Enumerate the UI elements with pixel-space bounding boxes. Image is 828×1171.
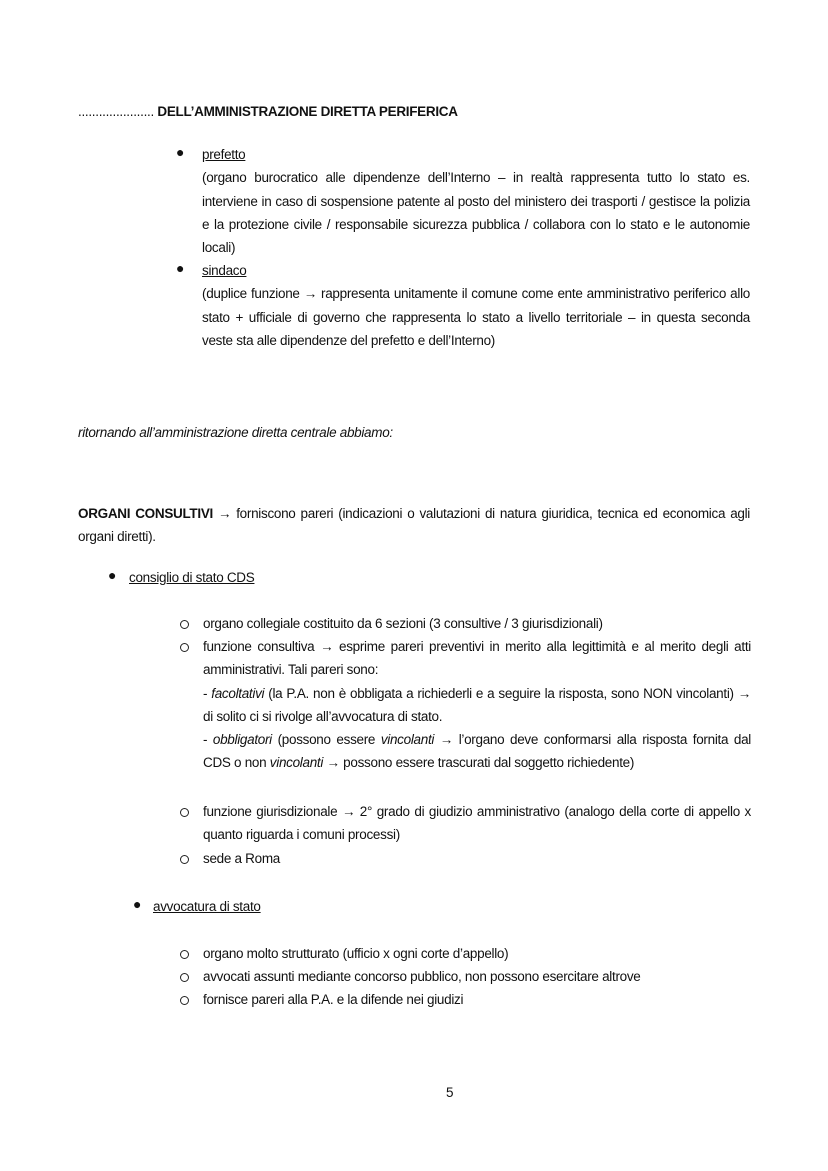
list-item-sindaco (202, 259, 750, 352)
avvocatura-item: avvocati assunti mediante concorso pubblico, non possono esercitare altrove (203, 969, 641, 984)
heading-dots: ...................... (78, 104, 154, 119)
item-label: prefetto (202, 147, 246, 162)
cds-item: funzione giurisdizionale → 2° grado di giudizio amministrativo (analogo della corte di appello x quanto riguarda i comuni processi) (203, 804, 751, 843)
term: vincolanti (380, 732, 435, 748)
avvocatura-item: organo molto strutturato (ufficio x ogni corte d’appello) (203, 946, 509, 961)
text: → l’organo deve conformarsi alla risposta fornita dal CDS o non (203, 732, 751, 771)
cds-item: sede a Roma (203, 851, 280, 866)
bullet-icon: ● (133, 896, 142, 912)
circle-bullet-icon (180, 643, 189, 652)
consultiva-text: funzione consultiva → esprime pareri preventivi in merito alla legittimità e al merito degli atti amministrativi. Tali pareri sono: (203, 639, 751, 678)
text: (possono essere (271, 732, 381, 748)
cds-item-consultiva (203, 635, 751, 775)
organi-title: ORGANI CONSULTIVI (78, 506, 213, 521)
facoltativi-term: facoltativi (211, 685, 265, 701)
facoltativi-line: - facoltativi (la P.A. non è obbligata a richiederli e a seguire la risposta, sono NON vincolanti) → di solito ci si rivolge all’avvocatura di stato. (203, 685, 751, 724)
circle-bullet-icon (180, 950, 189, 959)
transition-text: ritornando all’amministrazione diretta centrale abbiamo: (78, 425, 393, 440)
cds-item: organo collegiale costituito da 6 sezioni (3 consultive / 3 giurisdizionali) (203, 616, 603, 631)
avvocatura-item: fornisce pareri alla P.A. e la difende nei giudizi (203, 992, 464, 1007)
bullet-icon: ● (176, 260, 185, 276)
circle-bullet-icon (180, 855, 189, 864)
item-text: (organo burocratico alle dipendenze dell’Interno – in realtà rappresenta tutto lo stato es. interviene in caso di sospensione patente al posto del ministero dei trasporti / gestisce la polizia e la protezione civile / responsabile sicurezza pubblica / collabora con lo stato e le autonomie locali) (202, 170, 750, 256)
cds-label: consiglio di stato CDS (129, 570, 255, 585)
item-text: (duplice funzione → rappresenta unitamente il comune come ente amministrativo periferico allo stato + ufficiale di governo che rappresenta lo stato a livello territoriale – in questa seconda veste sta alle dipendenze del prefetto e dell’Interno) (202, 286, 750, 348)
list-item-prefetto (202, 143, 750, 259)
circle-bullet-icon (180, 620, 189, 629)
facoltativi-text: (la P.A. non è obbligata a richiederli e a seguire la risposta, sono NON vincolanti) → di solito ci si rivolge all’avvocatura di stato. (203, 685, 751, 724)
organi-text: → forniscono pareri (indicazioni o valutazioni di natura giuridica, tecnica ed economica agli organi diretti). (78, 506, 751, 545)
circle-bullet-icon (180, 996, 189, 1005)
bullet-icon: ● (176, 144, 185, 160)
obbligatori-term: obbligatori (212, 732, 272, 748)
term: vincolanti (269, 755, 324, 771)
circle-bullet-icon (180, 808, 189, 817)
section-heading (78, 100, 458, 123)
page-number: 5 (446, 1085, 454, 1100)
text: → possono essere trascurati dal soggetto richiedente) (323, 755, 635, 771)
avvocatura-label: avvocatura di stato (153, 899, 261, 914)
circle-bullet-icon (180, 973, 189, 982)
obbligatori-line: - obbligatori (possono essere vincolanti → l’organo deve conformarsi alla risposta fornita dal CDS o non vincolanti → possono essere trascurati dal soggetto richiedente) (203, 732, 751, 771)
item-label: sindaco (202, 263, 247, 278)
heading-title: DELL’AMMINISTRAZIONE DIRETTA PERIFERICA (157, 104, 458, 119)
bullet-icon: ● (108, 567, 117, 583)
organi-consultivi-paragraph (78, 502, 750, 549)
